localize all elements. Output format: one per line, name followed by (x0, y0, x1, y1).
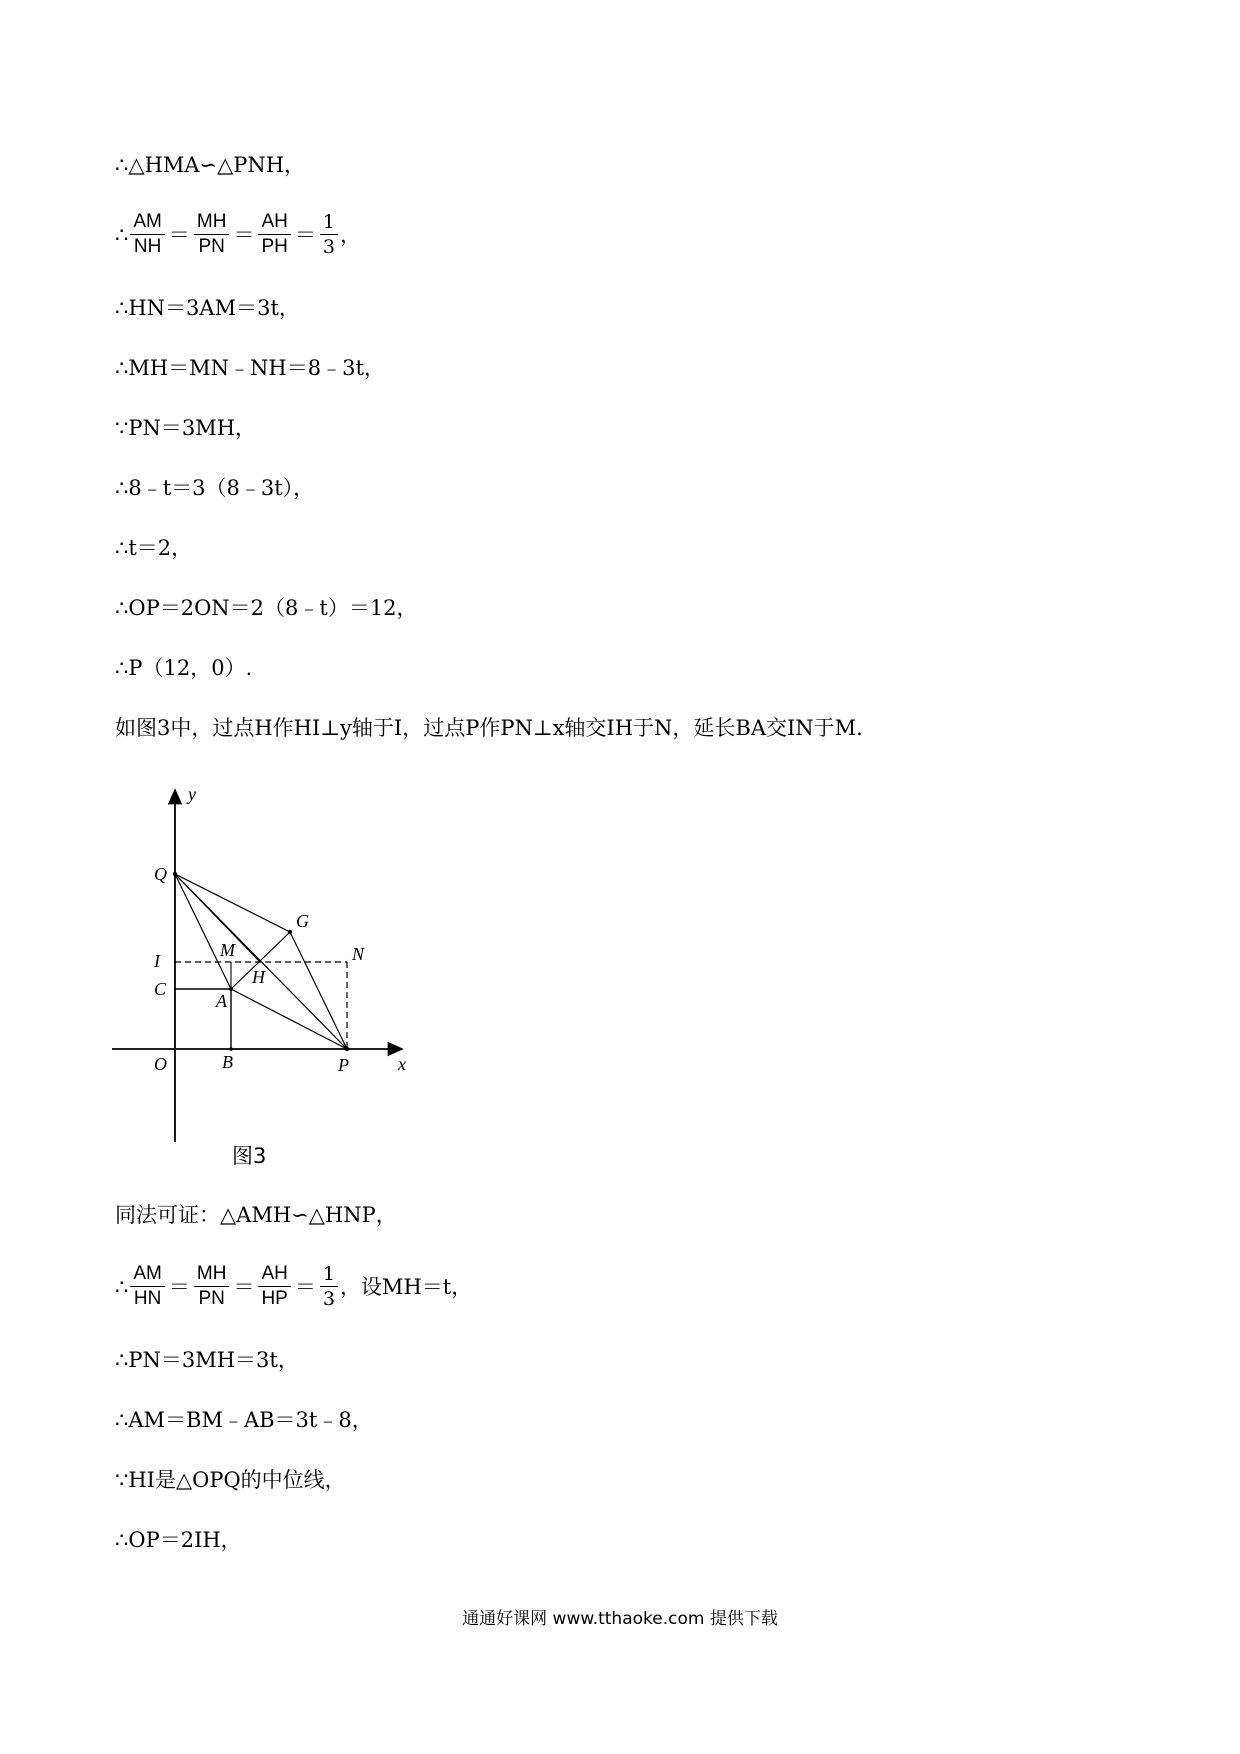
therefore-symbol: ∴ (115, 1274, 129, 1299)
point-A (229, 987, 233, 991)
text-line: ∴HN＝3AM＝3t， (115, 296, 300, 320)
fraction (194, 210, 230, 259)
fraction (258, 1262, 290, 1311)
label-O: O (154, 1054, 167, 1074)
numerator: AH (261, 211, 288, 232)
text-line: ∴8﹣t＝3（8﹣3t）， (115, 476, 315, 500)
fraction (320, 1262, 338, 1311)
denominator: PN (198, 1288, 225, 1309)
label-y: y (188, 784, 196, 804)
denominator: NH (133, 236, 162, 257)
text-line: ∵HI是△OPQ的中位线， (115, 1468, 346, 1492)
label-P: P (338, 1055, 349, 1075)
label-I: I (154, 951, 160, 971)
segment-QA (175, 874, 231, 989)
fraction-equation-2 (115, 1262, 472, 1311)
numerator: MH (196, 1263, 227, 1284)
segment-QG (175, 874, 290, 932)
label-Q: Q (154, 864, 167, 884)
numerator: AH (261, 1263, 288, 1284)
text-line: 如图3中，过点H作HI⊥y轴于I，过点P作PN⊥x轴交IH于N，延长BA交IN于M. (115, 716, 863, 740)
point-Q (173, 872, 177, 876)
point-P (345, 1047, 349, 1051)
text-line: ∴AM＝BM﹣AB＝3t﹣8， (115, 1408, 373, 1432)
text-line: ∴OP＝2ON＝2（8﹣t）＝12， (115, 596, 418, 620)
equals-sign: ＝ (168, 222, 190, 247)
equals-sign: ＝ (294, 222, 316, 247)
point-G (288, 930, 292, 934)
equals-sign: ＝ (233, 222, 255, 247)
fraction (130, 210, 165, 259)
fraction-equation-1 (115, 210, 361, 259)
label-B: B (222, 1052, 233, 1072)
label-N: N (352, 944, 365, 964)
segment-AP (231, 989, 347, 1049)
punctuation: ，设MH＝t， (339, 1274, 473, 1299)
text-line: ∴MH＝MN﹣NH＝8﹣3t， (115, 356, 385, 380)
text-line: 同法可证：△AMH∽△HNP， (115, 1203, 397, 1227)
denominator: PH (261, 236, 288, 257)
figure-drawing (110, 770, 410, 1150)
figure-caption: 图3 (232, 1144, 267, 1168)
label-G: G (296, 911, 309, 931)
denominator: HP (261, 1288, 288, 1309)
therefore-symbol: ∴ (115, 222, 129, 247)
denominator: 3 (322, 236, 335, 258)
numerator: 1 (322, 1263, 335, 1285)
equals-sign: ＝ (233, 1274, 255, 1299)
numerator: MH (196, 211, 227, 232)
numerator: AM (133, 1263, 162, 1284)
denominator: 3 (322, 1288, 335, 1310)
text-line: ∴t＝2， (115, 536, 193, 560)
equals-sign: ＝ (294, 1274, 316, 1299)
denominator: HN (133, 1288, 162, 1309)
point-B (229, 1047, 233, 1051)
text-line: ∵PN＝3MH， (115, 416, 257, 440)
fraction (130, 1262, 165, 1311)
label-M: M (220, 940, 235, 960)
label-x: x (398, 1054, 406, 1074)
label-C: C (154, 979, 167, 999)
label-H: H (252, 967, 265, 987)
fraction (320, 210, 338, 259)
fraction (258, 210, 290, 259)
label-A: A (216, 991, 227, 1011)
numerator: 1 (322, 211, 335, 233)
page-footer: 通通好课网 www.tthaoke.com 提供下载 (462, 1609, 778, 1629)
denominator: PN (198, 236, 225, 257)
text-line: ∴OP＝2IH， (115, 1528, 242, 1552)
fraction (194, 1262, 230, 1311)
punctuation: ， (339, 222, 361, 247)
geometry-figure (110, 770, 410, 1150)
text-line: ∴P（12，0）. (115, 656, 253, 680)
numerator: AM (133, 211, 162, 232)
text-line: ∴△HMA∽△PNH， (115, 153, 306, 177)
equals-sign: ＝ (168, 1274, 190, 1299)
segment-GP (290, 932, 347, 1049)
text-line: ∴PN＝3MH＝3t， (115, 1348, 299, 1372)
